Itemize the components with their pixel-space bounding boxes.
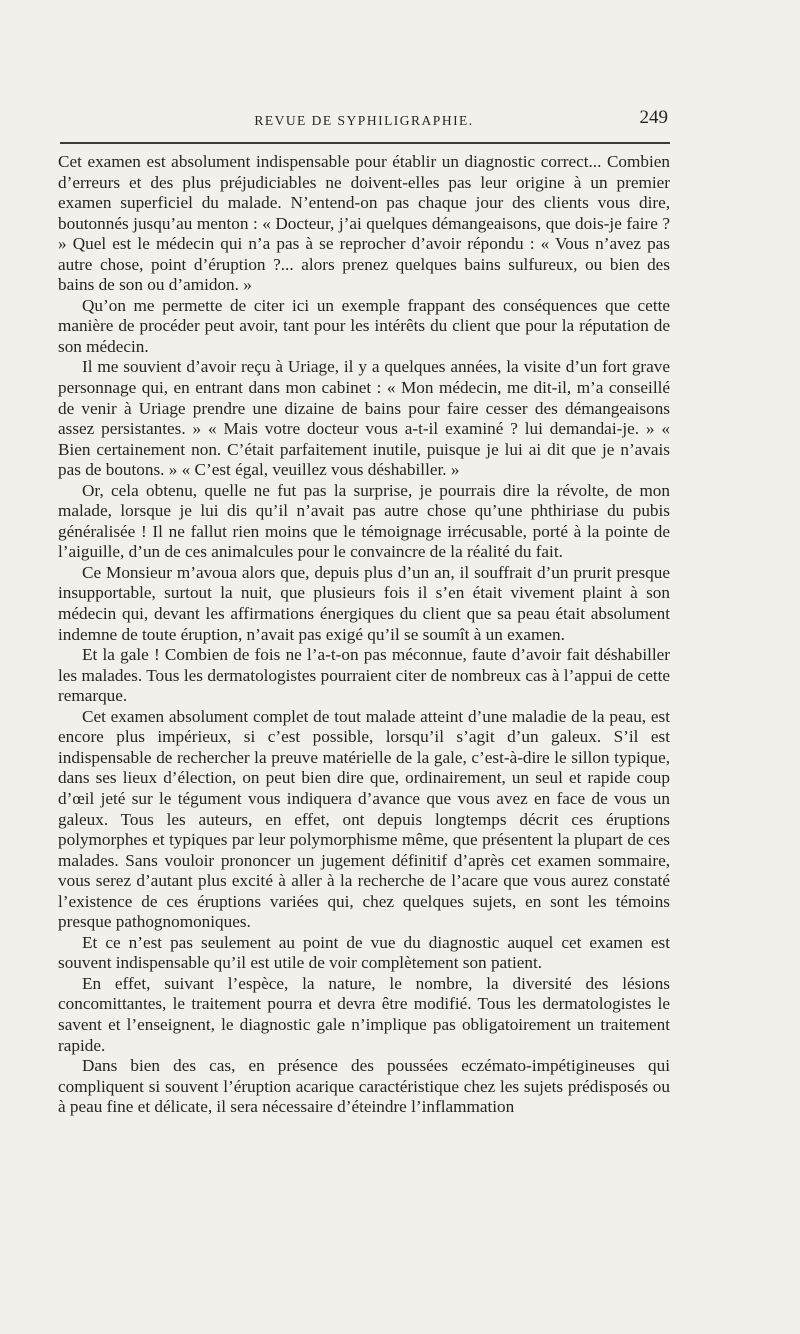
paragraph: En effet, suivant l’espèce, la nature, le nombre, la diversité des lésions concomittantes, le traitement pourra et devra être modifié. Tous les dermatologistes le savent et l’enseignent, le diagnostic gale n’implique pas obligatoirement un traitement rapide. xyxy=(58,973,670,1055)
paragraph: Cet examen absolument complet de tout malade atteint d’une maladie de la peau, est encore plus impérieux, si c’est possible, lorsqu’il s’agit d’un galeux. S’il est indispensable de rechercher la preuve matérielle de la gale, c’est-à-dire le sillon typique, dans ses lieux d’élection, on peut bien dire que, ordinairement, un seul et rapide coup d’œil jeté sur le tégument vous indiquera d’avance que vous avez en face de vous un galeux. Tous les auteurs, en effet, ont depuis longtemps décrit ces éruptions polymorphes et typiques par leur polymorphisme même, que présentent la plupart de ces malades. Sans vouloir prononcer un jugement définitif d’après cet examen sommaire, vous serez d’autant plus excité à aller à la recherche de l’acare que vous aurez constaté l’existence de ces éruptions variées qui, chez quelques sujets, en sont les témoins presque pathognomoniques. xyxy=(58,706,670,932)
paragraph: Il me souvient d’avoir reçu à Uriage, il y a quelques années, la visite d’un fort grave personnage qui, en entrant dans mon cabinet : « Mon médecin, me dit-il, m’a conseillé de venir à Uriage prendre une dizaine de bains pour faire cesser des démangeaisons assez persistantes. » « Mais votre docteur vous a-t-il examiné ? lui demandai-je. » « Bien certainement non. C’était parfaitement inutile, puisque je lui ai dit que je n’avais pas de boutons. » « C’est égal, veuillez vous déshabiller. » xyxy=(58,357,670,480)
page-number: 249 xyxy=(639,107,668,128)
body-text xyxy=(58,152,670,1118)
paragraph: Qu’on me permette de citer ici un exemple frappant des conséquences que cette manière de procéder peut avoir, tant pour les intérêts du client que pour la réputation de son médecin. xyxy=(58,295,670,356)
paragraph: Or, cela obtenu, quelle ne fut pas la surprise, je pourrais dire la révolte, de mon malade, lorsque je lui dis qu’il n’avait pas autre chose qu’une phthiriase du pubis généralisée ! Il ne fallut rien moins que le témoignage irrécusable, porté à la pointe de l’aiguille, d’un de ces animalcules pour le convaincre de la réalité du fait. xyxy=(58,480,670,562)
book-page xyxy=(58,104,670,1118)
paragraph: Ce Monsieur m’avoua alors que, depuis plus d’un an, il souffrait d’un prurit presque insupportable, surtout la nuit, que plusieurs fois il s’en était vivement plaint à son médecin qui, devant les affirmations énergiques du client que sa peau était absolument indemne de toute éruption, n’avait pas exigé qu’il se soumît à un examen. xyxy=(58,562,670,644)
running-head xyxy=(58,104,670,134)
paragraph: Dans bien des cas, en présence des poussées eczémato-impétigineuses qui compliquent si souvent l’éruption acarique caractéristique chez les sujets prédisposés ou à peau fine et délicate, il sera nécessaire d’éteindre l’inflammation xyxy=(58,1056,670,1117)
paragraph: Et ce n’est pas seulement au point de vue du diagnostic auquel cet examen est souvent indispensable qu’il est utile de voir complètement son patient. xyxy=(58,932,670,973)
header-rule xyxy=(60,142,670,144)
paragraph: Cet examen est absolument indispensable pour établir un diagnostic correct... Combien d’erreurs et des plus préjudiciables ne doivent-elles pas leur origine à un premier examen superficiel du malade. N’entend-on pas chaque jour des clients vous dire, boutonnés jusqu’au menton : « Docteur, j’ai quelques démangeaisons, que dois-je faire ? » Quel est le médecin qui n’a pas à se reprocher d’avoir répondu : « Vous n’avez pas autre chose, point d’éruption ?... alors prenez quelques bains sulfureux, ou bien des bains de son ou d’amidon. » xyxy=(58,152,670,295)
running-title: REVUE DE SYPHILIGRAPHIE. xyxy=(254,113,474,128)
paragraph: Et la gale ! Combien de fois ne l’a-t-on pas méconnue, faute d’avoir fait déshabiller les malades. Tous les dermatologistes pourraient citer de nombreux cas à l’appui de cette remarque. xyxy=(58,645,670,706)
